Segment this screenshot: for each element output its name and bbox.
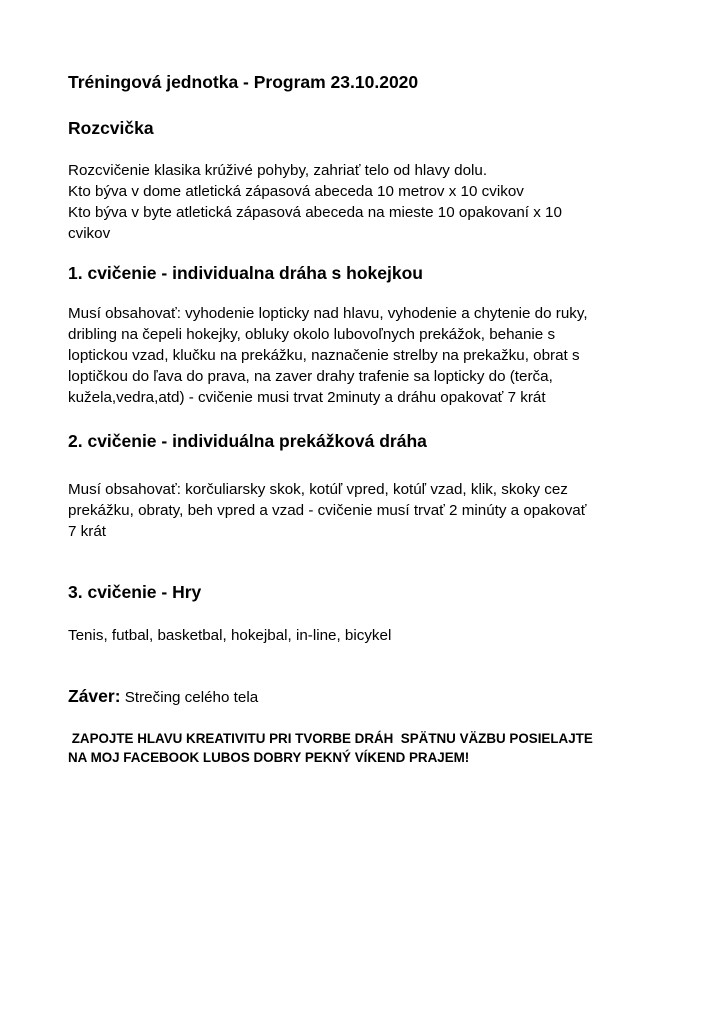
exercise3-paragraph [68, 625, 668, 646]
exercise2-heading: 2. cvičenie - individuálna prekážková dráha [68, 431, 427, 451]
warmup-line: Kto býva v byte atletická zápasová abeceda na mieste 10 opakovaní x 10 [68, 204, 562, 221]
warmup-paragraph [68, 160, 668, 244]
warmup-line: Kto býva v dome atletická zápasová abeceda 10 metrov x 10 cvikov [68, 183, 524, 200]
exercise3-heading: 3. cvičenie - Hry [68, 582, 202, 602]
warmup-line: cvikov [68, 225, 111, 242]
document-title: Tréningová jednotka - Program 23.10.2020 [68, 72, 419, 92]
exercise2-paragraph [68, 479, 668, 542]
exercise2-line: 7 krát [68, 523, 106, 540]
exercise1-heading: 1. cvičenie - individualna dráha s hokejkou [68, 263, 423, 283]
exercise1-line: loptickou vzad, klučku na prekážku, naznačenie strelby na prekažku, obrat s [68, 347, 580, 364]
conclusion-label: Záver: [68, 686, 121, 706]
notice-line: ZAPOJTE HLAVU KREATIVITU PRI TVORBE DRÁH SPÄTNU VÄZBU POSIELAJTE [68, 731, 593, 746]
exercise1-paragraph [68, 303, 668, 408]
warmup-line: Rozcvičenie klasika krúživé pohyby, zahriať telo od hlavy dolu. [68, 162, 488, 179]
exercise1-line: Musí obsahovať: vyhodenie lopticky nad hlavu, vyhodenie a chytenie do ruky, [68, 305, 588, 322]
closing-notice [68, 729, 688, 767]
exercise1-line: loptičkou do ľava do prava, na zaver drahy trafenie sa lopticky do (terča, [68, 368, 553, 385]
exercise2-line: Musí obsahovať: korčuliarsky skok, kotúľ vpred, kotúľ vzad, klik, skoky cez [68, 481, 568, 498]
conclusion-text: Strečing celého tela [120, 689, 259, 706]
exercise2-line: prekážku, obraty, beh vpred a vzad - cvičenie musí trvať 2 minúty a opakovať [68, 502, 587, 519]
exercise1-line: dribling na čepeli hokejky, obluky okolo lubovoľnych prekážok, behanie s [68, 326, 556, 343]
notice-line: NA MOJ FACEBOOK LUBOS DOBRY PEKNÝ VÍKEND PRAJEM! [68, 750, 470, 765]
exercise3-text: Tenis, futbal, basketbal, hokejbal, in-line, bicykel [68, 627, 392, 644]
warmup-heading: Rozcvička [68, 118, 154, 138]
conclusion [68, 686, 258, 707]
exercise1-line: kužela,vedra,atd) - cvičenie musi trvat 2minuty a dráhu opakovať 7 krát [68, 389, 546, 406]
